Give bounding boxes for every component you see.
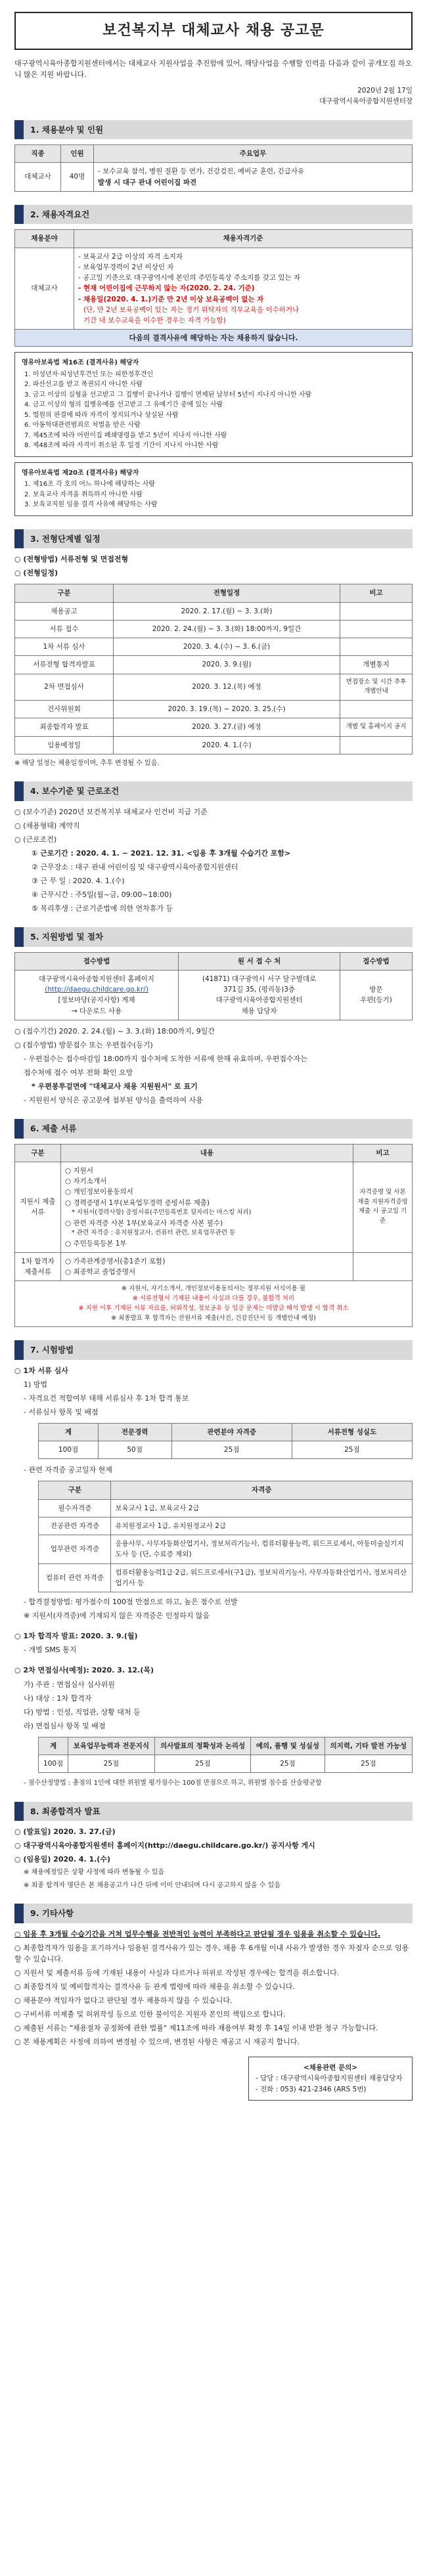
cell-line: (41871) 대구광역시 서구 달구벌대로: [202, 974, 317, 983]
section-heading: 5. 지원방법 및 절차: [14, 927, 413, 946]
score-cell: 100점: [39, 1441, 98, 1459]
row-value: 응용사무, 사무자동화산업기사, 정보처리기능사, 컴퓨터활용능력, 워드프로세서, 아동미술실기지도사 등 (단, 수료증 제외): [111, 1535, 413, 1564]
schedule-table: [14, 584, 413, 754]
col-header: 서류전형 성실도: [292, 1423, 412, 1441]
doc-item: ○ 자기소개서: [65, 1177, 107, 1186]
row-label: 서류 접수: [15, 620, 114, 638]
doc-notes: [15, 1281, 413, 1327]
contact-box: [248, 2057, 413, 2101]
exam-line: - 점수산정방법 : 총점의 1인에 대한 위원별 평가점수는 100점 만점으로 하고, 위원별 점수를 산술평균함: [24, 1779, 322, 1787]
table-row: [15, 638, 413, 656]
col-header: 의사발표의 정확성과 논리성: [154, 1737, 250, 1755]
disqualification-banner: 다음의 결격사유에 해당하는 자는 채용하지 않습니다.: [15, 330, 413, 347]
col-header: 내용: [61, 1144, 353, 1162]
section-qualification: [14, 205, 413, 516]
row-note: [340, 736, 413, 754]
apply-line: ○ (접수방법) 방문접수 또는 우편접수(등기): [14, 1040, 153, 1049]
col-header: 보육업무능력과 전문지식: [68, 1737, 154, 1755]
section-documents: [14, 1119, 413, 1327]
section-recruit-field: [14, 120, 413, 192]
col-header: 비고: [353, 1144, 413, 1162]
doc-note-line: ※ 최종발표 후 합격자는 잔원서류 제출(사진, 건강진단서 등 개별안내 예정): [111, 1314, 316, 1322]
row-label: 2차 면접심사: [15, 674, 114, 700]
cell-line: 방문: [369, 986, 383, 994]
apply-line: 접수처에 접수 여부 전화 확인 요망: [24, 1068, 133, 1078]
apply-line: ○ (접수기간) 2020. 2. 24.(월) ~ 3. 3.(화) 18:00까지, 9일간: [14, 1026, 215, 1036]
table-row: [15, 718, 413, 736]
exam-line: 나) 대상 : 1차 합격자: [24, 1693, 92, 1703]
row-value: 2020. 3. 9.(월): [114, 656, 340, 674]
table-row: [39, 1535, 413, 1564]
score-cell: 25점: [171, 1441, 292, 1459]
section-heading: 4. 보수기준 및 근로조건: [14, 781, 413, 800]
etc-line: ○ 임용 후 3개월 수습기간을 거쳐 업무수행을 전반적인 능력이 부족하다고 판단될 경우 임용을 취소할 수 있습니다.: [14, 1929, 381, 1938]
qualification-list: [74, 248, 413, 330]
condition-item: ④ 근무시간 : 주5일(월~금, 09:00~18:00): [32, 890, 172, 900]
qual-item: - 보육업무경력이 2년 이상인 자: [78, 263, 174, 271]
score-cell: 25점: [251, 1755, 325, 1772]
notice-org: 대구광역시육아종합지원센터장: [319, 97, 413, 106]
box-item: 1. 미성년자·피성년후견인 또는 피한정후견인: [24, 370, 154, 378]
exam-line: 가) 주관 : 면접심사 심사위원: [24, 1680, 115, 1689]
row-note: [340, 602, 413, 620]
qual-item: - 현재 어린이집에 근무하지 않는 자(2020. 2. 24. 기준): [78, 284, 255, 293]
interview-score-table: [38, 1737, 413, 1774]
disqualification-box-2: [14, 462, 413, 516]
cell-line: 채용 담당자: [241, 1007, 277, 1015]
section-final: [14, 1802, 413, 1891]
row-label: 전공관련 자격증: [39, 1517, 111, 1535]
score-cell: 25점: [68, 1755, 154, 1772]
condition-item: ③ 근 무 일 : 2020. 4. 1.(수): [32, 877, 125, 886]
col-header: 접수방법: [340, 952, 413, 970]
row-value: 2020. 3. 4.(수) ~ 3. 6.(금): [114, 638, 340, 656]
contact-line: - 담당 : 대구광역시육아종합지원센터 채용담당자: [256, 2074, 403, 2083]
col-header: 예의, 품행 및 성실성: [251, 1737, 325, 1755]
col-header: 직종: [15, 145, 61, 163]
doc-item: ○ 개인정보이용동의서: [65, 1188, 133, 1196]
row-value: 2020. 2. 24.(월) ~ 3. 3.(화) 18:00까지, 9일간: [114, 620, 340, 638]
table-row: [39, 1499, 413, 1517]
row-note: [340, 701, 413, 718]
apply-method-cell: [15, 970, 179, 1020]
apply-type-cell: [340, 970, 413, 1020]
method-line: ○ (전형방법) 서류전형 및 면접전형: [14, 555, 129, 564]
qual-item: (단, 만 2년 보육공백이 있는 자는 정기 위탁자의 직무교육을 이수하거나: [83, 305, 300, 314]
etc-line: ○ 최종합격자 및 예비합격자는 결격사유 등 관계 법령에 따라 채용을 취소할 수 있습니다.: [14, 1982, 295, 1991]
etc-line: ○ 지원서 및 제출서류 등에 기재된 내용이 사실과 다르거나 허위로 작성된 경우에는 합격을 취소합니다.: [14, 1968, 340, 1977]
row-value: 2020. 3. 27.(금) 예정: [114, 718, 340, 736]
final-line: ○ 대구광역시육아종합지원센터 홈페이지(http://daegu.childcare.go.kr/) 공지사항 게시: [14, 1841, 315, 1850]
doc-item: ○ 경력증명서 1부(보육업무경력 증빙서류 제출): [65, 1198, 210, 1207]
qual-item: 기간 내 보수교육을 이수한 경우는 자격 가능함): [83, 317, 226, 325]
exam-line: - 개별 SMS 통지: [24, 1646, 77, 1655]
section-exam: [14, 1340, 413, 1788]
table-row: [15, 674, 413, 700]
col-header: 비고: [340, 584, 413, 602]
doc-note-line: ※ 지원 이후 기재된 서류 자료를, 허위작성, 정보공유 등 입증 문제는 미발급 해석 발생 시 합격 취소: [78, 1304, 349, 1312]
box-item: 6. 아동학대관련범죄로 처벌을 받은 사람: [24, 422, 141, 429]
pay-line: ○ (채용형태) 계약직: [14, 821, 80, 830]
table-row: [39, 1517, 413, 1535]
qualification-table: [14, 229, 413, 347]
exam-title: ○ 1차 합격자 발표: 2020. 3. 9.(월): [14, 1632, 138, 1641]
col-header: 채용자격기준: [74, 230, 413, 248]
exam-title: ○ 2차 면접심사(예정): 2020. 3. 12.(목): [14, 1666, 154, 1675]
doc-item: ○ 관련 자격증 사본 1부(보육교사 자격증 사본 필수): [65, 1219, 223, 1227]
row-note: 개별 및 홈페이지 공지: [340, 718, 413, 736]
cell-line: 대구광역시육아종합지원센터: [215, 996, 303, 1005]
cell-line: [정보마당(공지사항) 게재: [58, 996, 135, 1005]
recruit-table: [14, 144, 413, 192]
etc-line: ○ 구비서류 미제출 및 허위작성 등으로 인한 불이익은 지원자 본인의 책임으로 합니다.: [14, 2009, 286, 2019]
doc-item: ○ 지원서: [65, 1166, 93, 1175]
section-schedule: [14, 529, 413, 769]
table-row: [15, 620, 413, 638]
cell-line: 371길 35, (평리동)3층: [223, 986, 296, 994]
condition-item: ① 근로기간 : 2020. 4. 1. ~ 2021. 12. 31. <입용 후 3개월 수습기간 포함>: [32, 848, 291, 858]
doc-note: 자격증명 및 사본제출 지원자격증빙 제출 시 공고일 기준: [353, 1162, 413, 1252]
score-cell: 25점: [325, 1755, 412, 1772]
box-item: 3. 보육교직원 임용 결격 사유에 해당하는 사람: [24, 501, 158, 509]
exam-line: 라) 면접심사 항목 및 배점: [24, 1721, 106, 1730]
row-label: 건사위원회: [15, 701, 114, 718]
final-line: ※ 채용예정일은 상황 사정에 따라 변동될 수 있음: [24, 1869, 165, 1877]
duty-cell: [94, 163, 413, 192]
cell-line: 대구광역시육아종합지원센터 홈페이지: [39, 974, 154, 983]
col-header: 계: [39, 1423, 98, 1441]
row-label: 최종합격자 발표: [15, 718, 114, 736]
box-item: 8. 제48조에 따라 자격이 취소된 후 일정 기간이 지나지 아니한 사람: [24, 442, 219, 450]
apply-line: - 우편접수는 접수마감일 18:00까지 접수처에 도착한 서류에 한해 유효하며, 우편접수자는: [24, 1055, 307, 1064]
row-label: 임용예정일: [15, 736, 114, 754]
doc-item: ○ 가족관계증명서(총1준기 포함): [65, 1257, 166, 1265]
condition-item: ⑤ 복리후생 : 근로기준법에 의한 연차휴가 등: [32, 904, 173, 913]
apply-line: - 지원원서 양식은 공고문에 첨부된 양식을 출력하여 사용: [24, 1096, 203, 1105]
row-value: 유치원정교사 1급, 유치원정교사 2급: [111, 1517, 413, 1535]
etc-line: ○ 채용분야 적임자가 없다고 판단될 경우 채용하지 않을 수 있습니다.: [14, 1996, 233, 2005]
box-item: 1. 제16조 각 호의 어느 하나에 해당하는 사람: [24, 481, 156, 489]
col-header: 전형일정: [114, 584, 340, 602]
apply-address-cell: [179, 970, 340, 1020]
pay-line: ○ (근로조건): [14, 835, 57, 844]
doc-item: ○ 최종학교 졸업증명서: [65, 1268, 136, 1277]
row-label: 업무관련 자격증: [39, 1535, 111, 1564]
qual-item: - 보육교사 2급 이상의 자격 소지자: [78, 252, 183, 261]
col-header: 의지력, 기타 발전 가능성: [325, 1737, 412, 1755]
qual-item: - 공고일 기준으로 대구광역시에 본인의 주민등록상 주소지를 갖고 있는 자: [78, 274, 301, 282]
score-cell: 100점: [39, 1755, 68, 1772]
row-label: 1차 서류 심사: [15, 638, 114, 656]
box-item: 5. 법원의 판결에 따라 자격이 정지되거나 상실된 사람: [24, 411, 179, 419]
cell-line: 우편(등기): [360, 996, 392, 1005]
doc-note-line: ※ 지원서, 자기소개서, 개인정보이용동의서는 정부지원 서식이용 필: [122, 1285, 305, 1293]
section-heading: 2. 채용자격요건: [14, 205, 413, 224]
pay-line: ○ (보수기준) 2020년 보건복지부 대체교사 인건비 지급 기준: [14, 807, 208, 816]
col-header: 인원: [61, 145, 94, 163]
doc-list: [61, 1162, 353, 1252]
section-apply: [14, 927, 413, 1106]
col-header: 접수방법: [15, 952, 179, 970]
score-cell: 25점: [292, 1441, 412, 1459]
apply-line: * 우편봉투겉면에 "대체교사 채용 지원원서" 로 표기: [32, 1082, 198, 1091]
schedule-note: ※ 해당 일정는 채용일정이며, 추후 변경될 수 있음.: [14, 759, 160, 767]
etc-line: ○ 최종합격자가 임용을 포기하거나 임용된 결격사유가 있는 경우, 채용 후 6개월 이내 사유가 발생한 경우 차점자 순으로 임용할 수 있습니다.: [14, 1943, 409, 1963]
final-line: ○ (임용일) 2020. 4. 1.(수): [14, 1855, 110, 1864]
table-row: [15, 701, 413, 718]
box-item: 3. 금고 이상의 실형을 선고받고 그 집행이 끝나거나 집행이 면제된 날부터 5년이 지나지 아니한 사람: [24, 391, 312, 399]
exam-line: 다) 방법 : 인성, 직업관, 상황 대처 등: [24, 1707, 141, 1716]
count-cell: 40명: [61, 163, 94, 192]
section-heading: 1. 채용분야 및 인원: [14, 120, 413, 139]
final-line: ○ (발표일) 2020. 3. 27.(금): [14, 1827, 116, 1837]
row-label: 컴퓨터 관련 자격증: [39, 1563, 111, 1592]
doc-note-line: ※ 서류전형서 기재된 내용이 사실과 다를 경우, 불합격 처리: [132, 1295, 295, 1303]
row-value: 2020. 2. 17.(월) ~ 3. 3.(화): [114, 602, 340, 620]
table-row: [39, 1563, 413, 1592]
section-heading: 8. 최종합격자 발표: [14, 1802, 413, 1821]
exam-line: 1) 방법: [24, 1380, 48, 1389]
col-header: 구분: [15, 1144, 61, 1162]
exam-title: ○ 1차 서류 심사: [14, 1366, 68, 1375]
doc-item: * 관련 자격증 : 유치원정교사, 컨퓨터 관련, 보육업무관련 등: [72, 1229, 236, 1236]
cert-table: [38, 1481, 413, 1592]
row-value: 2020. 3. 12.(목) 예정: [114, 674, 340, 700]
section-heading: 7. 시험방법: [14, 1340, 413, 1359]
exam-line: - 합격결정방법: 평가점수의 100점 만점으로 하고, 높은 점수로 선발: [24, 1598, 238, 1607]
etc-line: ○ 본 채용계획은 사정에 의하여 변경될 수 있으며, 변경된 사항은 재공고 시 재공지 합니다.: [14, 2038, 300, 2046]
box-item: 7. 제45조에 따라 어린이집 폐쇄명령을 받고 5년이 지나지 아니한 사람: [24, 431, 227, 439]
exam-line: - 관련 자격증 공고일자 현재: [24, 1466, 112, 1475]
qual-item: - 채용일(2020. 4. 1.)기준 만 2년 이상 보육공백이 없는 자: [78, 295, 264, 303]
page-title: 보건복지부 대체교사 채용 공고문: [14, 12, 413, 50]
row-label: 서류전형 합격자발표: [15, 656, 114, 674]
col-header: 계: [39, 1737, 68, 1755]
row-note: [340, 620, 413, 638]
table-row: [15, 656, 413, 674]
method-line: ○ (전형일정): [14, 569, 58, 578]
col-header: 구분: [15, 584, 114, 602]
col-header: 구분: [39, 1481, 111, 1499]
table-row: [15, 736, 413, 754]
duty-line: - 보수교육 참석, 병원 질환 등 연가, 건강검진, 예비군 훈련, 긴급사유: [98, 167, 305, 176]
job-cell: 대체교사: [15, 163, 61, 192]
doc-list: [61, 1252, 353, 1281]
notice-date: 2020년 2월 17일: [357, 87, 413, 95]
box-item: 2. 파산선고를 받고 복권되지 아니한 사람: [24, 381, 143, 389]
score-cell: 25점: [154, 1755, 250, 1772]
doc-score-table: [38, 1423, 413, 1460]
etc-line: ○ 제출된 서류는 "채용절차 공정화에 관한 법률" 제11조에 따라 채용여부 확정 후 14일 이내 반환 청구 가능합니다.: [14, 2023, 378, 2032]
score-cell: 50점: [98, 1441, 171, 1459]
box-item: 4. 금고 이상의 형의 집행유예를 선고받고 그 유예기간 중에 있는 사람: [24, 401, 223, 409]
section-pay: [14, 781, 413, 914]
row-label: 필수자격증: [39, 1499, 111, 1517]
col-header: 채용분야: [15, 230, 74, 248]
section-heading: 9. 기타사항: [14, 1904, 413, 1923]
duty-line: 발생 시 대구 관내 어린이집 파견: [98, 178, 197, 186]
section-etc: [14, 1904, 413, 2101]
row-value: 컴퓨터활용능력1급·2급, 워드프로세서(구1급), 정보처리기능사, 사무자동화산업기사, 정보처리산업기사 등: [111, 1563, 413, 1592]
job-cell: 대체교사: [15, 248, 74, 330]
exam-line: - 서류심사 항목 및 배점: [24, 1407, 99, 1416]
condition-item: ② 근무장소 : 대구 관내 어린이집 및 대구광역시육아종합지원센터: [32, 863, 238, 872]
doc-item: * 지원서(경력사항) 증빙서류(주민등록번호 뒷자리는 마스킹 처리): [72, 1208, 252, 1216]
col-header: 관련분야 자격증: [171, 1423, 292, 1441]
col-header: 전문경력: [98, 1423, 171, 1441]
doc-group-label: 1차 합격자 제출서류: [15, 1252, 61, 1281]
exam-line: - 자격요건 적합여부 대해 서류심사 후 1차 합격 통보: [24, 1393, 189, 1403]
box-item: 2. 보육교사 자격을 취득하지 아니한 사람: [24, 491, 143, 498]
row-value: 2020. 4. 1.(수): [114, 736, 340, 754]
section-heading: 6. 제출 서류: [14, 1119, 413, 1138]
row-label: 채용공고: [15, 602, 114, 620]
apply-table: [14, 952, 413, 1020]
contact-title: <채용관련 문의>: [303, 2064, 358, 2072]
homepage-link[interactable]: (http://daegu.childcare.go.kr/): [45, 986, 148, 994]
col-header: 원 서 접 수 처: [179, 952, 340, 970]
doc-group-label: 지원시 제출서류: [15, 1162, 61, 1252]
disqualification-box: [14, 352, 413, 457]
col-header: 주요업무: [94, 145, 413, 163]
row-note: 개별통지: [340, 656, 413, 674]
box-heading: 영유아보육법 제16조 (결격사유) 해당자: [22, 359, 139, 367]
box-heading: 영유아보육법 제20조 (결격사유) 해당자: [22, 469, 139, 477]
row-note: 면접장소 및 시간 추후 개별안내: [340, 674, 413, 700]
doc-item: ○ 주민등록등본 1부: [65, 1239, 127, 1248]
col-header: 자격증: [111, 1481, 413, 1499]
contact-line: - 전화 : 053) 421-2346 (ARS 5번): [256, 2085, 367, 2093]
row-note: [340, 638, 413, 656]
final-line: ※ 최종 합격자 명단은 본 채용공고가 나간 뒤에 이미 안내되며 다시 공고하지 않을 수 있음: [24, 1881, 281, 1889]
row-value: 보육교사 1급, 보육교사 2급: [111, 1499, 413, 1517]
table-row: [15, 602, 413, 620]
exam-line: ※ 지원서(자격증)에 기재되지 않은 자격증은 인정하지 않음: [24, 1611, 210, 1621]
intro-text: 대구광역시육아종합지원센터에서는 대체교사 지원사업을 추진함에 있어, 해당사업을 수행할 인력을 다음과 같이 공개모집 하오니 많은 지원 바랍니다.: [14, 59, 413, 79]
cell-line: → 다운로드 사용: [71, 1007, 122, 1015]
row-value: 2020. 3. 19.(목) ~ 2020. 3. 25.(수): [114, 701, 340, 718]
documents-table: [14, 1144, 413, 1328]
section-heading: 3. 전형단계별 일정: [14, 529, 413, 548]
